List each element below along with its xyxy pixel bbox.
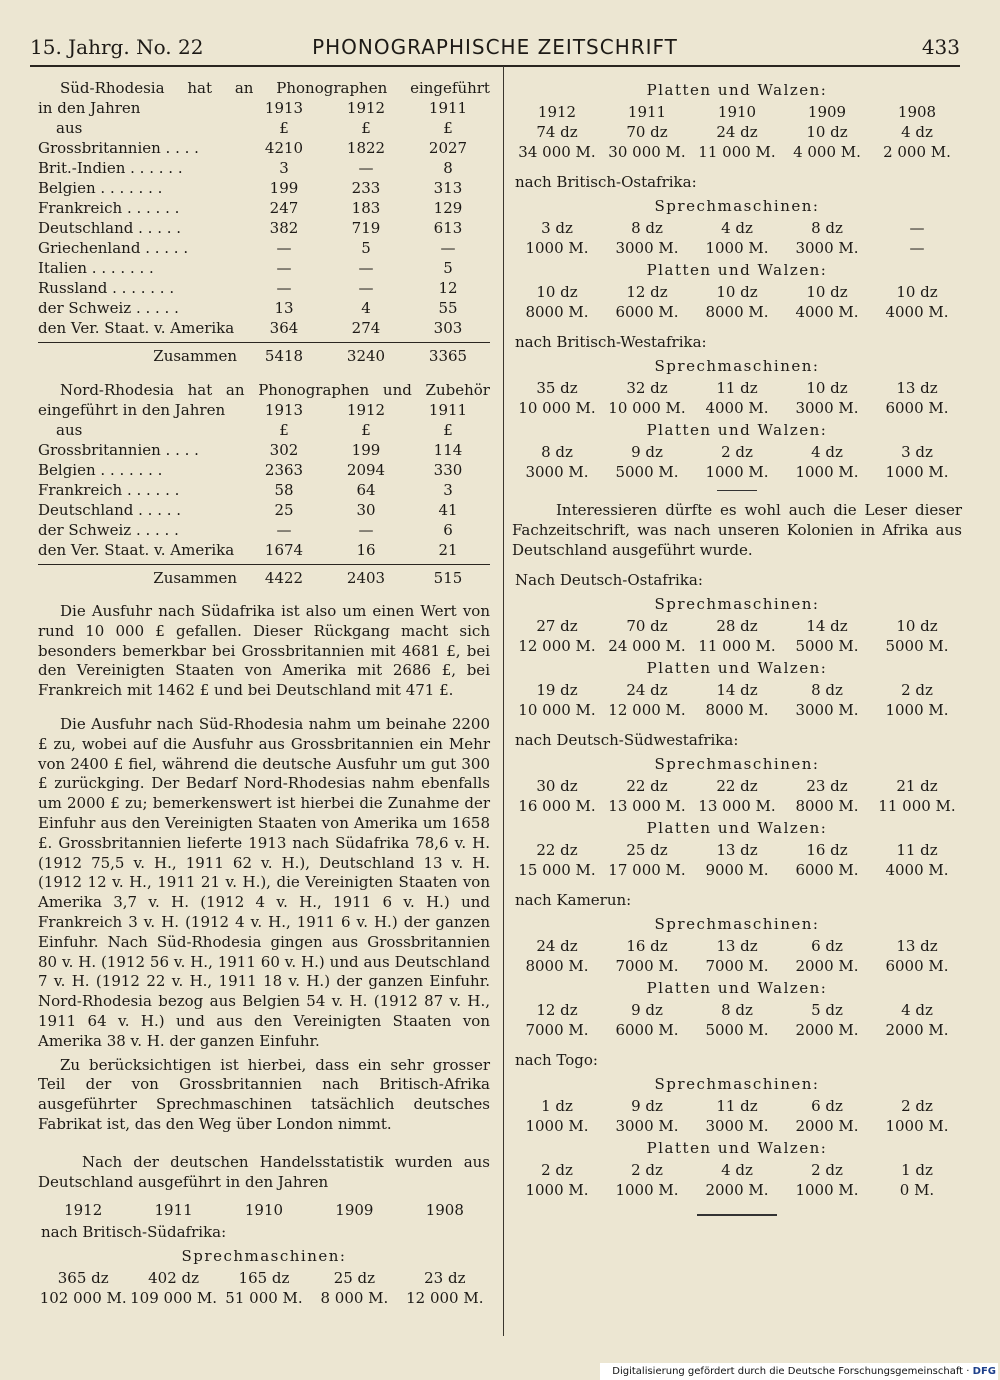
page-number: 433 [921, 35, 960, 59]
table-currency-row: aus £ £ £ [56, 119, 453, 137]
region-block [512, 1048, 962, 1200]
years-row: 1912 1911 1910 1909 1908 [537, 103, 937, 121]
end-rule [697, 1214, 777, 1216]
quantity-row: 8 dz 9 dz 2 dz 4 dz 3 dz [541, 443, 933, 461]
cell-value: 302 [269, 441, 299, 459]
table-years-row: eingeführt in den Jahren 1913 1912 1911 [38, 401, 468, 419]
subsection-platten: Platten und Walzen: [646, 1139, 828, 1158]
table-row [38, 480, 490, 500]
nord-rhodesia-rows [38, 440, 490, 560]
cell-value: — [276, 259, 292, 277]
sued-rhodesia-table [38, 78, 490, 366]
table-row [38, 218, 490, 238]
section-title: nach Kamerun: [515, 891, 632, 910]
header-rule [30, 65, 960, 67]
quantity-row: 1 dz 9 dz 11 dz 6 dz 2 dz [541, 1097, 933, 1116]
right-column [512, 78, 962, 1216]
column-rule [503, 66, 504, 1336]
paragraph: Zu berücksichtigen ist hierbei, dass ein sehr grosser Teil der von Grossbritannien nach Britisch-Afrika ausgeführter Sprechmaschinen tatsächlich deutsches Fabrikat ist, das den Weg über London nimmt. [38, 1055, 490, 1133]
cell-value: 12 [438, 279, 458, 297]
table-row [38, 298, 490, 318]
cell-value: — [276, 521, 292, 539]
cell-value: 6 [443, 521, 453, 539]
cell-value: — [358, 159, 374, 177]
cell-value: 183 [351, 199, 381, 217]
cell-value: 313 [433, 179, 463, 197]
nord-rhodesia-table [38, 380, 490, 588]
subsection-platten: Platten und Walzen: [646, 421, 828, 439]
table-row [38, 138, 490, 158]
subsection-sprechmaschinen: Sprechmaschinen: [654, 755, 820, 774]
section-title: Nach Deutsch-Ostafrika: [515, 571, 703, 590]
subsection-platten: Platten und Walzen: [646, 659, 828, 678]
region-block [512, 728, 962, 880]
country-name: Italien . . . . . . . [38, 259, 154, 277]
table-row [38, 318, 490, 338]
cell-value: — [358, 279, 374, 297]
table-row [38, 540, 490, 560]
country-name: den Ver. Staat. v. Amerika [38, 541, 235, 559]
paragraph: Die Ausfuhr nach Süd-Rhodesia nahm um beinahe 2200 £ zu, wobei auf die Ausfuhr aus Grossbritannien ein Mehr von 2400 £ fiel, während die deutsche Ausfuhr um gut 300 £ zurückging. Der Bedarf Nord-Rhodesias nahm ebenfalls um 2000 £ zu; bemerkenswert ist hierbei die Zunahme der Einfuhr aus den Vereinigten Staaten von Amerika um 1658 £. Grossbritannien lieferte 1913 nach Südafrika 78,6 v. H. (1912 75,5 v. H., 1911 62 v. H.), Deutschland 13 v. H. (1912 12 v. H., 1911 21 v. H.), die Vereinigten Staaten von Amerika 3,7 v. H. (1912 4 v. H., 1911 6 v. H.) und Frankreich 3 v. H. (1912 4 v. H., 1911 6 v. H.) der ganzen Einfuhr. Nach Süd-Rhodesia gingen aus Grossbritannien 80 v. H. (1912 56 v. H., 1911 60 v. H.) und aus Deutschland 7 v. H. (1912 22 v. H., 1911 18 v. H.) der ganzen Einfuhr. Nord-Rhodesia bezog aus Belgien 54 v. H. (1912 87 v. H., 1911 64 v. H.) und aus den Vereinigten Staaten von Amerika 38 v. H. der ganzen Einfuhr. [38, 714, 490, 1050]
country-name: Belgien . . . . . . . [38, 179, 163, 197]
cell-value: 247 [269, 199, 299, 217]
subsection-sprechmaschinen: Sprechmaschinen: [181, 1247, 347, 1266]
cell-value: 129 [433, 199, 463, 217]
cell-value: 1674 [264, 541, 304, 559]
cell-value: — [440, 239, 456, 257]
value-row: 34 000 M. 30 000 M. 11 000 M. 4 000 M. 2 000 M. [518, 143, 951, 161]
quantity-row: 2 dz 2 dz 4 dz 2 dz 1 dz [541, 1161, 933, 1180]
value-row: 102 000 M. 109 000 M. 51 000 M. 8 000 M. 12 000 M. [39, 1289, 484, 1308]
quantity-row: 365 dz 402 dz 165 dz 25 dz 23 dz [57, 1269, 466, 1288]
quantity-row: 27 dz 70 dz 28 dz 14 dz 10 dz [536, 617, 938, 636]
country-name: Grossbritannien . . . . [38, 441, 199, 459]
cell-value: — [358, 259, 374, 277]
country-name: Grossbritannien . . . . [38, 139, 199, 157]
cell-value: 2027 [428, 139, 468, 157]
table-row [38, 440, 490, 460]
cell-value: 3 [279, 159, 289, 177]
value-row: 3000 M. 5000 M. 1000 M. 1000 M. 1000 M. [525, 463, 949, 481]
cell-value: 13 [274, 299, 294, 317]
left-column [38, 78, 490, 1308]
table-row [38, 500, 490, 520]
country-name: Russland . . . . . . . [38, 279, 175, 297]
years-row: 1912 1911 1910 1909 1908 [64, 1201, 464, 1220]
divider [717, 490, 757, 491]
table-currency-row: aus £ £ £ [56, 421, 453, 439]
section-title: nach Britisch-Südafrika: [41, 1223, 227, 1242]
paragraph: Die Ausfuhr nach Südafrika ist also um einen Wert von rund 10 000 £ gefallen. Dieser Rückgang macht sich besonders bemerkbar bei Grossbritannien mit 4681 £, bei den Vereinigten Staaten von Amerika mit 2686 £, bei Frankreich mit 1462 £ und bei Deutschland mit 471 £. [38, 602, 490, 700]
subsection-platten: Platten und Walzen: [646, 979, 828, 998]
quantity-row: 24 dz 16 dz 13 dz 6 dz 13 dz [536, 937, 938, 956]
value-row: 10 000 M. 10 000 M. 4000 M. 3000 M. 6000 M. [518, 399, 949, 417]
table-row [38, 258, 490, 278]
country-name: Frankreich . . . . . . [38, 199, 180, 217]
cell-value: 55 [438, 299, 458, 317]
cell-value: 3 [443, 481, 453, 499]
section-title: nach Togo: [515, 1051, 598, 1070]
country-name: Brit.-Indien . . . . . . [38, 159, 183, 177]
cell-value: 5 [443, 259, 453, 277]
value-row: 7000 M. 6000 M. 5000 M. 2000 M. 2000 M. [525, 1021, 949, 1040]
table-row [38, 460, 490, 480]
value-row: 10 000 M. 12 000 M. 8000 M. 3000 M. 1000 M. [518, 701, 949, 720]
subsection-platten: Platten und Walzen: [646, 81, 828, 99]
country-name: der Schweiz . . . . . [38, 521, 179, 539]
value-row: 16 000 M. 13 000 M. 13 000 M. 8000 M. 11 000 M. [518, 797, 956, 816]
cell-value: 2094 [346, 461, 386, 479]
value-row: 8000 M. 6000 M. 8000 M. 4000 M. 4000 M. [525, 303, 949, 321]
subsection-platten: Platten und Walzen: [646, 819, 828, 838]
cell-value: 613 [433, 219, 463, 237]
quantity-row: 22 dz 25 dz 13 dz 16 dz 11 dz [536, 841, 938, 860]
cell-value: 233 [351, 179, 381, 197]
quantity-row: 30 dz 22 dz 22 dz 23 dz 21 dz [536, 777, 938, 796]
quantity-row: 10 dz 12 dz 10 dz 10 dz 10 dz [536, 283, 938, 301]
quantity-row: 35 dz 32 dz 11 dz 10 dz 13 dz [536, 379, 938, 397]
cell-value: 199 [269, 179, 299, 197]
region-block [512, 568, 962, 720]
region-block [512, 330, 962, 482]
cell-value: 199 [351, 441, 381, 459]
table-years-row: in den Jahren 1913 1912 1911 [38, 99, 468, 117]
table-row [38, 520, 490, 540]
british-regions [512, 170, 962, 482]
table-row [38, 238, 490, 258]
cell-value: 2363 [264, 461, 304, 479]
cell-value: 25 [274, 501, 294, 519]
section-title: nach Britisch-Westafrika: [515, 333, 707, 351]
value-row: 12 000 M. 24 000 M. 11 000 M. 5000 M. 5000 M. [518, 637, 949, 656]
cell-value: 382 [269, 219, 299, 237]
value-row: 1000 M. 3000 M. 3000 M. 2000 M. 1000 M. [525, 1117, 949, 1136]
table-row [38, 178, 490, 198]
paragraph: Interessieren dürfte es wohl auch die Leser dieser Fachzeitschrift, was nach unseren Kolonien in Afrika aus Deutschland ausgeführt wurde. [512, 501, 962, 559]
cell-value: 41 [438, 501, 458, 519]
subsection-sprechmaschinen: Sprechmaschinen: [654, 915, 820, 934]
table-total-row: Zusammen 5418 3240 3365 [38, 342, 490, 366]
country-name: Frankreich . . . . . . [38, 481, 180, 499]
subsection-platten: Platten und Walzen: [646, 261, 828, 279]
value-row: 1000 M. 1000 M. 2000 M. 1000 M. 0 M. [525, 1181, 935, 1200]
volume-issue: 15. Jahrg. No. 22 [30, 35, 204, 59]
quantity-row: 3 dz 8 dz 4 dz 8 dz — [541, 219, 925, 237]
cell-value: 364 [269, 319, 299, 337]
country-name: Deutschland . . . . . [38, 501, 182, 519]
subsection-sprechmaschinen: Sprechmaschinen: [654, 357, 820, 375]
cell-value: 303 [433, 319, 463, 337]
cell-value: 4 [361, 299, 371, 317]
sued-rhodesia-rows [38, 138, 490, 338]
value-row: 1000 M. 3000 M. 1000 M. 3000 M. — [525, 239, 925, 257]
country-name: Deutschland . . . . . [38, 219, 182, 237]
subsection-sprechmaschinen: Sprechmaschinen: [654, 1075, 820, 1094]
cell-value: 58 [274, 481, 294, 499]
table-row [38, 158, 490, 178]
value-row: 15 000 M. 17 000 M. 9000 M. 6000 M. 4000 M. [518, 861, 949, 880]
journal-title: PHONOGRAPHISCHE ZEITSCHRIFT [312, 35, 678, 59]
country-name: der Schweiz . . . . . [38, 299, 179, 317]
cell-value: — [276, 279, 292, 297]
region-block [512, 170, 962, 322]
cell-value: 114 [433, 441, 463, 459]
subsection-sprechmaschinen: Sprechmaschinen: [654, 197, 820, 215]
german-colonies [512, 568, 962, 1200]
value-row: 8000 M. 7000 M. 7000 M. 2000 M. 6000 M. [525, 957, 949, 976]
table-intro: Nord-Rhodesia hat an Phonographen und Zubehör [60, 381, 490, 399]
page-header [30, 32, 960, 62]
country-name: Griechenland . . . . . [38, 239, 189, 257]
cell-value: 16 [356, 541, 376, 559]
cell-value: 1822 [346, 139, 386, 157]
cell-value: 64 [356, 481, 376, 499]
dfg-logo: DFG [972, 1366, 996, 1377]
quantity-row: 74 dz 70 dz 24 dz 10 dz 4 dz [536, 123, 933, 141]
section-title: nach Deutsch-Südwestafrika: [515, 731, 739, 750]
footer-credit: Digitalisierung gefördert durch die Deutsche Forschungsgemeinschaft · DFG [600, 1363, 998, 1380]
paragraph: Nach der deutschen Handelsstatistik wurden aus Deutschland ausgeführt in den Jahren [38, 1152, 490, 1191]
country-name: Belgien . . . . . . . [38, 461, 163, 479]
cell-value: — [276, 239, 292, 257]
cell-value: 8 [443, 159, 453, 177]
cell-value: 30 [356, 501, 376, 519]
quantity-row: 12 dz 9 dz 8 dz 5 dz 4 dz [536, 1001, 933, 1020]
cell-value: 330 [433, 461, 463, 479]
country-name: den Ver. Staat. v. Amerika [38, 319, 235, 337]
cell-value: 21 [438, 541, 458, 559]
cell-value: 274 [351, 319, 381, 337]
cell-value: 5 [361, 239, 371, 257]
table-row [38, 198, 490, 218]
table-total-row: Zusammen 4422 2403 515 [38, 564, 490, 588]
region-block [512, 888, 962, 1040]
section-title: nach Britisch-Ostafrika: [515, 173, 697, 191]
table-row [38, 278, 490, 298]
cell-value: — [358, 521, 374, 539]
quantity-row: 19 dz 24 dz 14 dz 8 dz 2 dz [536, 681, 933, 700]
cell-value: 719 [351, 219, 381, 237]
subsection-sprechmaschinen: Sprechmaschinen: [654, 595, 820, 614]
table-intro: Süd-Rhodesia hat an Phonographen eingeführt [60, 79, 490, 97]
cell-value: 4210 [264, 139, 304, 157]
